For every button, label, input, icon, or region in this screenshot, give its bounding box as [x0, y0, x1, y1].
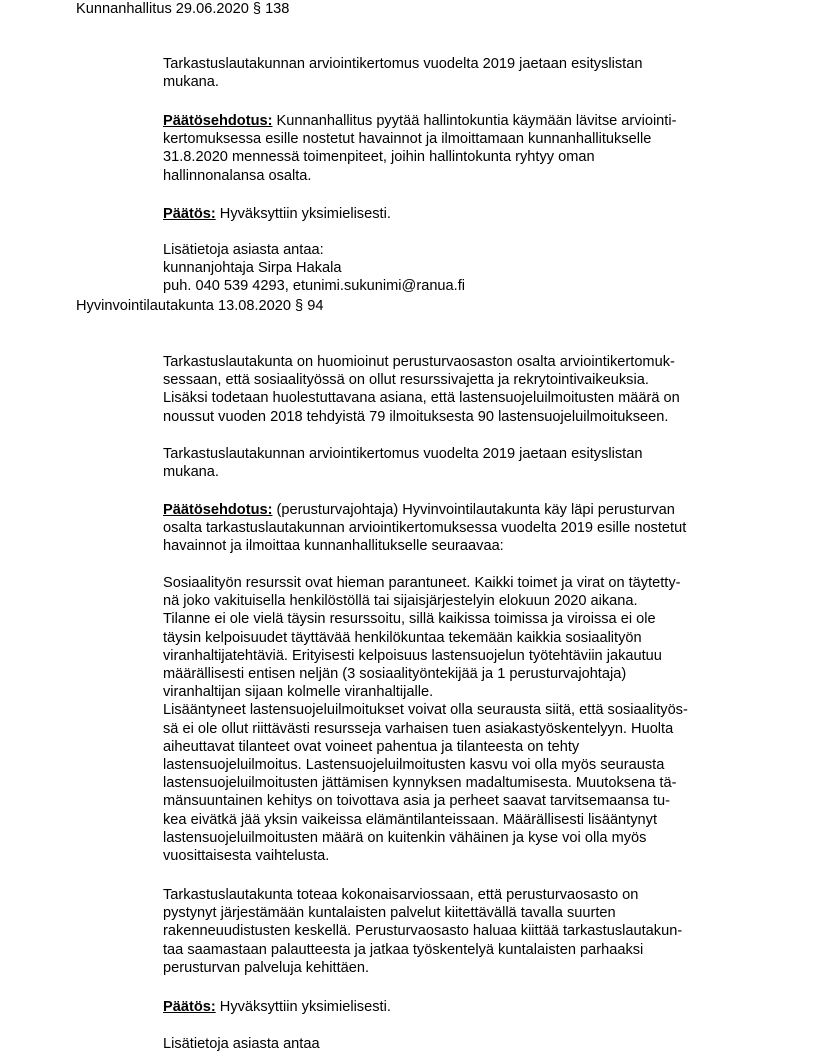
section2-paragraph-4: [163, 886, 682, 977]
text-line: sä ei ole ollut riittävästi resursseja varhaisen tuen asiakastyöskentelyyn. Huolta: [163, 720, 674, 737]
text-line: kunnanjohtaja Sirpa Hakala: [163, 260, 342, 277]
decision-text: Hyväksyttiin yksimielisesti.: [215, 206, 391, 222]
text-line: rakenneuudistusten keskellä. Perusturvaosasto haluaa kiittää tarkastuslautakun-: [163, 923, 683, 940]
text-line: 31.8.2020 mennessä toimenpiteet, joihin hallintokunta ryhtyy oman: [163, 149, 595, 166]
section2-proposal: [163, 501, 686, 556]
text-line: noussut vuoden 2018 tehdyistä 79 ilmoituksesta 90 lastensuojeluilmoitukseen.: [163, 408, 669, 425]
text-line: Tarkastuslautakunta on huomioinut perusturvaosaston osalta arviointikertomuk-: [163, 354, 675, 370]
text-line: Tarkastuslautakunta toteaa kokonaisarviossaan, että perusturvaosasto on: [163, 887, 639, 903]
text-line: perusturvan palveluja kehittäen.: [163, 959, 370, 976]
section2-paragraph-1: [163, 353, 680, 426]
proposal-label: Päätösehdotus:: [163, 502, 273, 518]
section2-paragraph-2: [163, 445, 642, 481]
text-line: puh. 040 539 4293, etunimi.sukunimi@ranua.fi: [163, 278, 466, 295]
text-line: nä joko vakituisella henkilöstöllä tai sijaisjärjestelyin elokuun 2020 aikana.: [163, 593, 638, 610]
section2-paragraph-3: [163, 574, 688, 865]
text-line: viranhaltijan sijaan kolmelle viranhaltijalle.: [163, 684, 434, 701]
section1-decision: [163, 205, 391, 223]
text-line: [163, 112, 676, 130]
decision-label: Päätös:: [163, 999, 216, 1015]
decision-text: Hyväksyttiin yksimielisesti.: [215, 999, 391, 1015]
text-line: pystynyt järjestämään kuntalaisten palvelut kiitettävällä tavalla suurten: [163, 905, 616, 922]
text-line: lastensuojeluilmoitusten määrä on kuitenkin vähäinen ja kyse voi olla myös: [163, 829, 647, 846]
text-line: kertomuksessa esille nostetut havainnot ja ilmoittamaan kunnanhallitukselle: [163, 131, 652, 148]
section2-header: Hyvinvointilautakunta 13.08.2020 § 94: [76, 298, 324, 314]
text-line: viranhaltijatehtäviä. Erityisesti kelpoisuus lastensuojelun työtehtäviin jakautuu: [163, 647, 662, 664]
text-line: Tarkastuslautakunnan arviointikertomus vuodelta 2019 jaetaan esityslistan: [163, 446, 643, 462]
text-line: mukana.: [163, 74, 219, 91]
text-line: sessaan, että sosiaalityössä on ollut resurssivajetta ja rekrytointivaikeuksia.: [163, 372, 649, 389]
text-line: Lisääntyneet lastensuojeluilmoitukset voivat olla seurausta siitä, että sosiaalityös-: [163, 702, 688, 719]
proposal-text: Kunnanhallitus pyytää hallintokuntia käymään lävitse arviointi-: [272, 113, 677, 129]
text-line: Lisätietoja asiasta antaa:: [163, 242, 324, 258]
text-line: vuosittaisesta vaihtelusta.: [163, 848, 330, 865]
decision-label: Päätös:: [163, 206, 216, 222]
text-line: määrällisesti entisen neljän (3 sosiaalityöntekijää ja 1 perusturvajohtaja): [163, 666, 627, 683]
section1-contact-info: [163, 241, 465, 296]
text-line: lastensuojeluilmoitus. Lastensuojeluilmoitusten kasvu voi olla myös seurausta: [163, 757, 665, 774]
text-line: [163, 501, 686, 519]
text-line: mänsuuntainen kehitys on toivottava asia ja perheet saavat tarvitsemaansa tu-: [163, 793, 671, 810]
text-line: Lisäksi todetaan huolestuttavana asiana, että lastensuojeluilmoitusten määrä on: [163, 390, 680, 407]
text-line: täysin kelpoisuudet täyttävää henkilökuntaa tekemään kaikkia sosiaalityön: [163, 629, 642, 646]
text-line: taa saamastaan palautteesta ja jatkaa työskentelyä kuntalaisten parhaaksi: [163, 941, 644, 958]
proposal-label: Päätösehdotus:: [163, 113, 273, 129]
section1-proposal: [163, 112, 676, 185]
section2-contact-info: Lisätietoja asiasta antaa: [163, 1036, 320, 1052]
text-line: Tilanne ei ole vielä täysin resurssoitu, sillä kaikissa toimissa ja viroissa ei ole: [163, 611, 656, 628]
text-line: Sosiaalityön resurssit ovat hieman parantuneet. Kaikki toimet ja virat on täytetty-: [163, 575, 681, 591]
text-line: osalta tarkastuslautakunnan arviointikertomuksessa vuodelta 2019 esille nostetut: [163, 520, 687, 537]
text-line: Tarkastuslautakunnan arviointikertomus vuodelta 2019 jaetaan esityslistan: [163, 56, 643, 72]
section1-intro: [163, 55, 642, 91]
section1-header: Kunnanhallitus 29.06.2020 § 138: [76, 1, 290, 17]
text-line: hallinnonalansa osalta.: [163, 167, 312, 184]
text-line: kea eivätkä jää yksin vaikeissa elämäntilanteissaan. Määrällisesti lisääntynyt: [163, 811, 657, 828]
text-line: havainnot ja ilmoittaa kunnanhallitukselle seuraavaa:: [163, 538, 504, 555]
text-line: aiheuttavat tilanteet ovat voineet pahentua ja tilanteesta on tehty: [163, 738, 580, 755]
text-line: lastensuojeluilmoitusten jättämisen kynnyksen madaltumisesta. Muutoksena tä-: [163, 775, 677, 792]
section2-decision: [163, 998, 391, 1016]
text-line: mukana.: [163, 464, 219, 481]
proposal-text: (perusturvajohtaja) Hyvinvointilautakunta käy läpi perusturvan: [272, 502, 675, 518]
